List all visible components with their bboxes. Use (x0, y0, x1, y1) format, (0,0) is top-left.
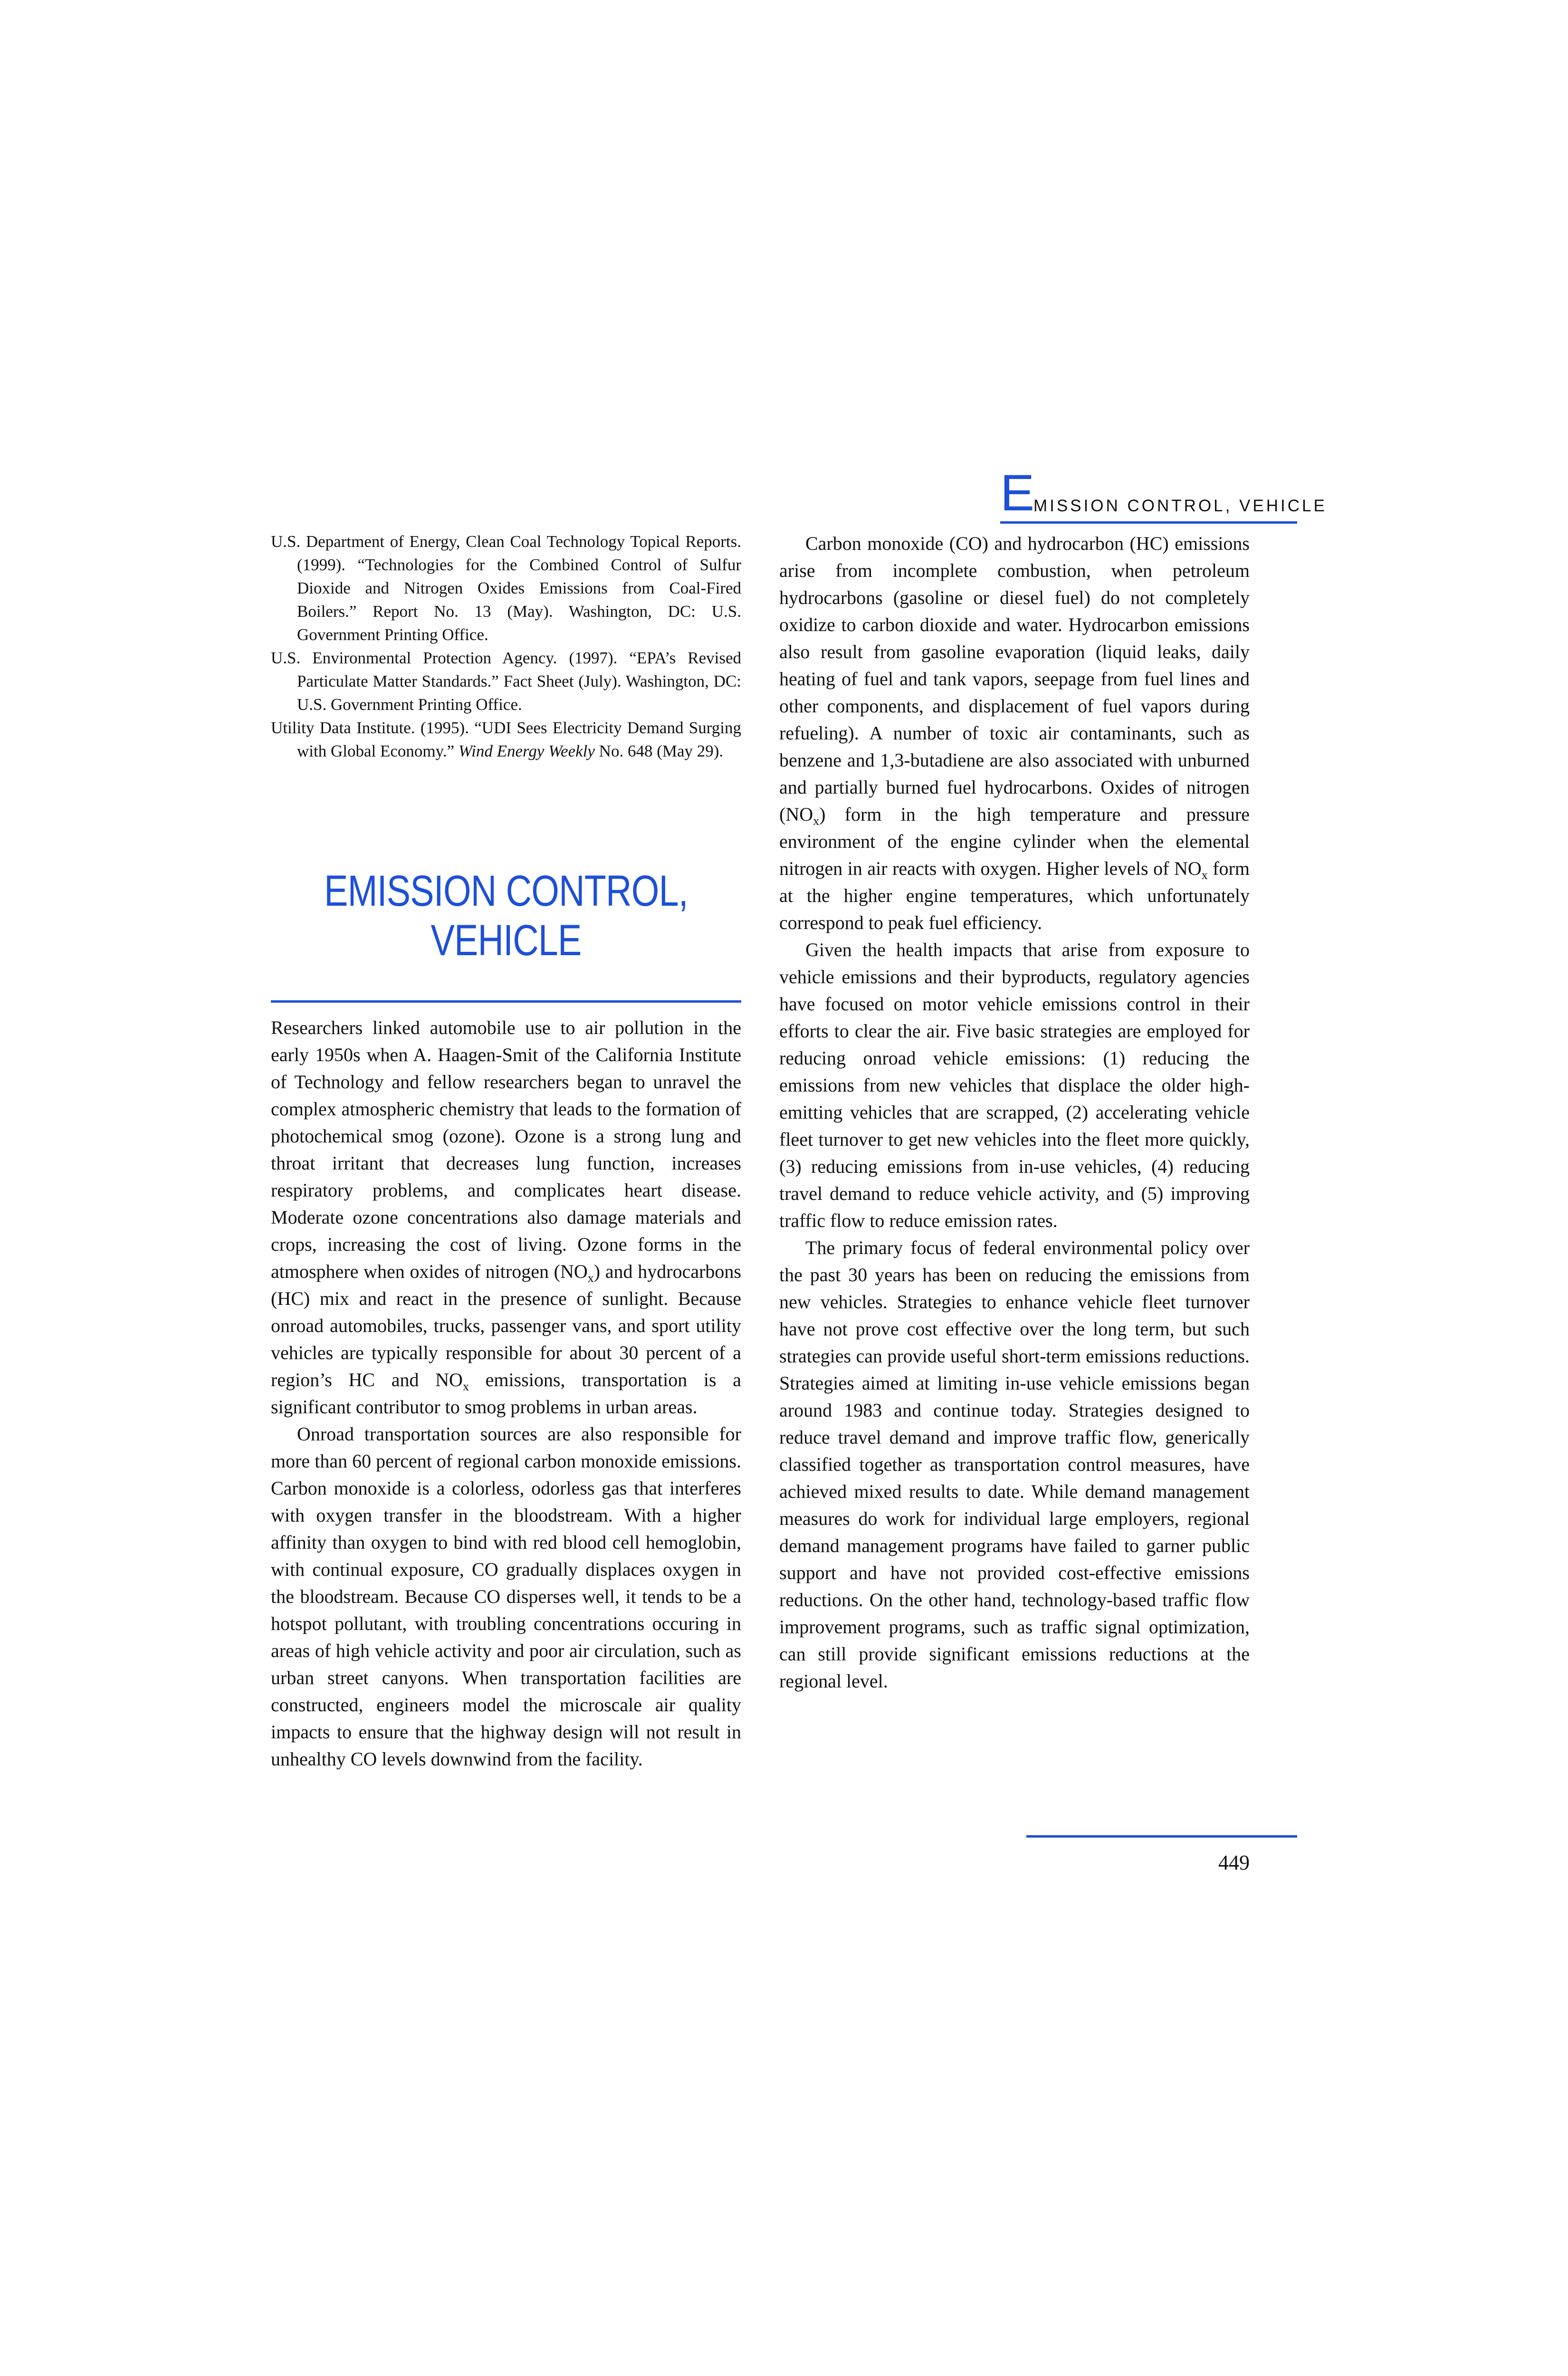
right-column (779, 530, 1250, 1695)
reference-entry: Utility Data Institute. (1995). “UDI Sees Electricity Demand Surging with Global Economy.” Wind Energy Weekly No. 648 (May 29). (271, 719, 741, 760)
body-paragraph: Onroad transportation sources are also responsible for more than 60 percent of regional carbon monoxide emissions. Carbon monoxide is a colorless, odorless gas that interferes with oxygen transfer in the bloodstream. With a higher affinity than oxygen to bind with red blood cell hemoglobin, with continual exposure, CO gradually displaces oxygen in the bloodstream. Because CO disperses well, it tends to be a hotspot pollutant, with troubling concentrations occuring in areas of high vehicle activity and poor air circulation, such as urban street canyons. When transportation facilities are constructed, engineers model the microscale air quality impacts to ensure that the highway design will not result in unhealthy CO levels downwind from the facility. (271, 1423, 741, 1770)
page-number: 449 (1218, 1851, 1250, 1874)
body-paragraph: Researchers linked automobile use to air pollution in the early 1950s when A. Haagen-Smit of the California Institute of Technology and fellow researchers began to unravel the complex atmospheric chemistry that leads to the formation of photochemical smog (ozone). Ozone is a strong lung and throat irritant that decreases lung function, increases respiratory problems, and complicates heart disease. Moderate ozone concentrations also damage materials and crops, increasing the cost of living. Ozone forms in the atmosphere when oxides of nitrogen $(NO_x)$ and hydrocarbons (HC) mix and react in the presence of sunlight. Because onroad automobiles, trucks, passenger vans, and sport utility vehicles are typically responsible for about 30 percent of a region’s HC and $NO_x$ emissions, transportation is a significant contributor to smog problems in urban areas. (271, 1017, 741, 1418)
article-title (271, 839, 741, 1003)
running-head-initial: E (1000, 464, 1035, 521)
left-column (271, 530, 741, 1772)
body-paragraph: Carbon monoxide (CO) and hydrocarbon (HC) emissions arise from incomplete combustion, when petroleum hydrocarbons (gasoline or diesel fuel) do not completely oxidize to carbon dioxide and water. Hydrocarbon emissions also result from gasoline evaporation (liquid leaks, daily heating of fuel and tank vapors, seepage from fuel lines and other components, and displacement of fuel vapors during refueling). A number of toxic air contaminants, such as benzene and 1,3-butadiene are also associated with unburned and partially burned fuel hydrocarbons. Oxides of nitrogen $(NO_x)$ form in the high temperature and pressure environment of the engine cylinder when the elemental nitrogen in air reacts with oxygen. Higher levels of $NO_x$ form at the higher engine temperatures, which unfortunately correspond to peak fuel efficiency. (779, 533, 1250, 933)
running-head-text: MISSION CONTROL, VEHICLE (1033, 497, 1327, 515)
reference-entry: U.S. Department of Energy, Clean Coal Technology Topical Reports. (1999). “Technologies for the Combined Control of Sulfur Dioxide and Nitrogen Oxides Emissions from Coal-Fired Boilers.” Report No. 13 (May). Washington, DC: U.S. Government Printing Office. (271, 532, 741, 644)
footer-rule (1026, 1835, 1297, 1838)
reference-entry: U.S. Environmental Protection Agency. (1997). “EPA’s Revised Particulate Matter Standards.” Fact Sheet (July). Washington, DC: U.S. Government Printing Office. (271, 649, 741, 714)
body-paragraph: Given the health impacts that arise from exposure to vehicle emissions and their byproducts, regulatory agencies have focused on motor vehicle emissions control in their efforts to clear the air. Five basic strategies are employed for reducing onroad vehicle emissions: (1) reducing the emissions from new vehicles that displace the older high-emitting vehicles that are scrapped, (2) accelerating vehicle fleet turnover to get new vehicles into the fleet more quickly, (3) reducing emissions from in-use vehicles, (4) reducing travel demand to reduce vehicle activity, and (5) improving traffic flow to reduce emission rates. (779, 939, 1250, 1231)
article-title-line-1: EMISSION CONTROL, (324, 867, 688, 915)
running-head (1000, 464, 1327, 524)
journal-title: Wind Energy Weekly (458, 742, 595, 760)
body-paragraph: The primary focus of federal environmental policy over the past 30 years has been on reducing the emissions from new vehicles. Strategies to enhance vehicle fleet turnover have not prove cost effective over the long term, but such strategies can provide useful short-term emissions reductions. Strategies aimed at limiting in-use vehicle emissions began around 1983 and continue today. Strategies designed to reduce travel demand and improve traffic flow, generically classified together as transportation control measures, have achieved mixed results to date. While demand management measures do work for individual large employers, regional demand management programs have failed to garner public support and have not provided cost-effective emissions reductions. On the other hand, technology-based traffic flow improvement programs, such as traffic signal optimization, can still provide significant emissions reductions at the regional level. (779, 1237, 1250, 1692)
article-title-line-2: VEHICLE (430, 916, 582, 965)
